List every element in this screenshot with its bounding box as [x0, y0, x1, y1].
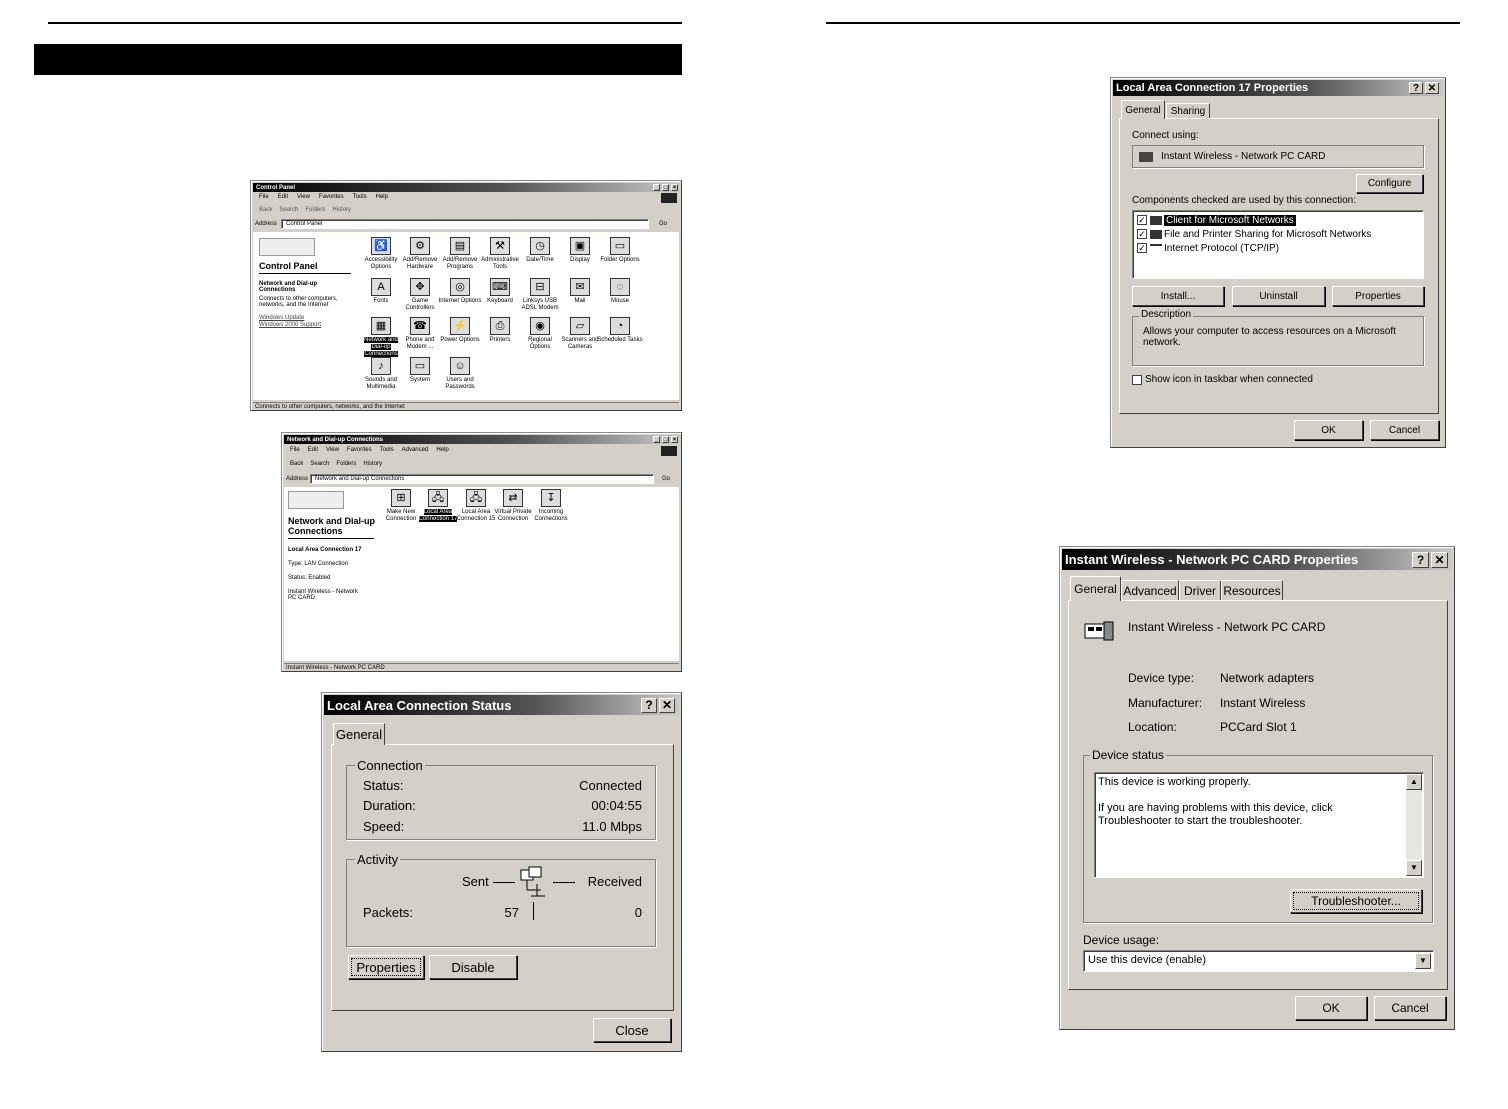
menu-advanced[interactable]: Advanced [401, 447, 429, 453]
tab-resources[interactable]: Resources [1221, 580, 1283, 601]
protocol-icon [1150, 244, 1162, 253]
cp-item-folder-options[interactable]: ▭ Folder Options [597, 237, 643, 264]
connection-group [346, 758, 656, 840]
cp-item-accessibility[interactable]: ♿ Accessibility Options [358, 237, 404, 271]
manufacturer-value: Instant Wireless [1220, 696, 1306, 710]
cp-item-admin-tools[interactable]: ⚒ Administrative Tools [477, 237, 523, 271]
status-titlebar [324, 695, 679, 715]
help-button[interactable]: ? [641, 698, 657, 713]
client-network-icon [1150, 216, 1162, 225]
connection-group-label: Connection [357, 758, 423, 773]
cp-item-system[interactable]: ▭ System [397, 357, 443, 384]
activity-group-label: Activity [357, 852, 399, 867]
cp-item-regional[interactable]: ◉ Regional Options [517, 317, 563, 351]
globe-icon: ◉ [530, 317, 550, 335]
history-button[interactable]: History [363, 461, 383, 467]
component-file-sharing[interactable]: ✓ File and Printer Sharing for Microsoft Networks [1138, 228, 1372, 240]
minimize-button[interactable]: _ [654, 436, 659, 443]
description-text: Allows your computer to access resources on a Microsoft network. [1143, 326, 1396, 348]
back-button[interactable]: Back [290, 461, 304, 467]
activity-group [346, 852, 656, 947]
search-button[interactable]: Search [310, 461, 330, 467]
menu-favorites[interactable]: Favorites [318, 194, 344, 200]
cp-item-phone-modem[interactable]: ☎ Phone and Modem ... [397, 317, 443, 351]
device-type-value: Network adapters [1220, 671, 1315, 685]
menu-view[interactable]: View [297, 194, 310, 200]
description-label: Description [1141, 309, 1192, 320]
cp-item-display[interactable]: ▣ Display [557, 237, 603, 264]
status-bar [253, 402, 679, 410]
network-card-icon [1139, 152, 1153, 162]
cp-item-printers[interactable]: ⎙ Printers [477, 317, 523, 344]
close-button[interactable]: × [672, 436, 677, 443]
close-button[interactable]: ✕ [1431, 552, 1448, 568]
keyboard-icon: ⌨ [490, 278, 510, 296]
menu-help[interactable]: Help [375, 194, 388, 200]
menu-tools[interactable]: Tools [379, 447, 394, 453]
detail-status: Status: Enabled [288, 575, 331, 581]
ok-button[interactable]: OK [1295, 996, 1367, 1020]
new-connection-icon: ⊞ [391, 489, 411, 507]
windows-logo-icon [661, 193, 677, 203]
file-sharing-icon [1150, 230, 1162, 239]
cp-item-keyboard[interactable]: ⌨ Keyboard [477, 278, 523, 305]
description-group [1132, 309, 1424, 366]
card-dialog-title: Instant Wireless - Network PC CARD Properties [1065, 552, 1359, 567]
clock-icon: ◷ [530, 237, 550, 255]
location-value: PCCard Slot 1 [1220, 720, 1297, 734]
card-titlebar [1062, 549, 1452, 570]
cancel-button[interactable]: Cancel [1374, 996, 1446, 1020]
status-bar [284, 663, 679, 671]
connect-using-label: Connect using: [1132, 130, 1199, 141]
ok-button[interactable]: OK [1294, 420, 1363, 440]
chevron-down-icon[interactable]: ▼ [1415, 953, 1431, 969]
menu-file[interactable]: File [259, 194, 269, 200]
close-button[interactable]: × [672, 184, 677, 191]
properties-button[interactable]: Properties [348, 955, 424, 979]
side-heading: Network and Dial-up Connections [259, 281, 318, 293]
cp-item-fonts[interactable]: A Fonts [358, 278, 404, 305]
properties-dialog [1110, 77, 1446, 448]
close-dialog-button[interactable]: Close [593, 1018, 671, 1042]
tab-general[interactable]: General [1121, 100, 1165, 119]
netconn-titlebar [284, 435, 679, 444]
component-tcpip-checkbox[interactable]: ✓ [1138, 243, 1146, 253]
menu-file[interactable]: File [290, 447, 300, 453]
side-title: Control Panel [259, 261, 318, 271]
properties-titlebar [1113, 80, 1443, 96]
history-button[interactable]: History [332, 207, 352, 213]
packets-sent-value: 57 [504, 905, 519, 920]
mail-icon: ✉ [570, 278, 590, 296]
printer-icon: ⎙ [490, 317, 510, 335]
status-text: Instant Wireless - Network PC CARD [286, 665, 385, 671]
menu-tools[interactable]: Tools [352, 194, 367, 200]
modem-icon: ⊟ [530, 278, 550, 296]
tab-general[interactable]: General [1070, 576, 1121, 601]
cp-item-add-hardware[interactable]: ⚙ Add/Remove Hardware [397, 237, 443, 271]
cp-item-mouse[interactable]: ◌ Mouse [597, 278, 643, 305]
duration-value: 00:04:55 [591, 798, 642, 813]
troubleshooter-button[interactable]: Troubleshooter... [1290, 889, 1422, 913]
cp-item-internet-options[interactable]: ◎ Internet Options [437, 278, 483, 305]
help-button[interactable]: ? [1412, 552, 1429, 568]
scheduled-tasks-icon: ◔ [610, 317, 630, 335]
phone-icon: ☎ [410, 317, 430, 335]
scroll-up-icon[interactable]: ▲ [1406, 774, 1422, 790]
side-title: Network and Dial-up Connections [288, 516, 376, 536]
cp-item-network-dialup[interactable]: ▦ Network and Dial-up Connections [358, 317, 404, 358]
received-label: Received [587, 874, 642, 889]
network-card-icon [1084, 621, 1114, 643]
incoming-icon: ↧ [541, 489, 561, 507]
menu-bar [290, 447, 449, 453]
programs-icon: ▤ [450, 237, 470, 255]
cp-item-game-controllers[interactable]: ✥ Game Controllers [397, 278, 443, 312]
cp-item-linksys-usb[interactable]: ⊟ Linksys USB ADSL Modem [517, 278, 563, 312]
go-button[interactable]: Go [662, 476, 671, 482]
show-icon-option[interactable]: Show icon in taskbar when connected [1132, 374, 1313, 385]
tab-general[interactable]: General [333, 723, 385, 745]
maximize-button[interactable]: □ [663, 184, 668, 191]
control-panel-title: Control Panel [256, 184, 296, 191]
component-client-checkbox[interactable]: ✓ [1138, 215, 1146, 225]
cancel-button[interactable]: Cancel [1370, 420, 1439, 440]
nc-item-lan-15[interactable]: 🖧 Local Area Connection 15 [453, 489, 499, 523]
address-label: Address [255, 221, 278, 227]
menu-view[interactable]: View [326, 447, 339, 453]
address-field[interactable]: Control Panel [281, 219, 649, 229]
folder-icon: ▭ [610, 237, 630, 255]
packets-label: Packets: [363, 905, 413, 920]
scroll-down-icon[interactable]: ▼ [1406, 860, 1422, 876]
accessibility-icon: ♿ [371, 237, 391, 255]
menu-help[interactable]: Help [436, 447, 449, 453]
device-status-group [1083, 748, 1433, 923]
address-label: Address [286, 476, 309, 482]
nc-item-make-new[interactable]: ⊞ Make New Connection [378, 489, 424, 523]
components-list[interactable] [1132, 210, 1424, 279]
tab-sharing[interactable]: Sharing [1166, 103, 1210, 119]
component-properties-button[interactable]: Properties [1332, 286, 1424, 306]
folders-button[interactable]: Folders [336, 461, 357, 467]
power-icon: ⚡ [450, 317, 470, 335]
status-text: Connects to other computers, networks, and the Internet [255, 404, 405, 410]
cp-item-add-programs[interactable]: ▤ Add/Remove Programs [437, 237, 483, 271]
admin-tools-icon: ⚒ [490, 237, 510, 255]
menu-bar [259, 194, 388, 200]
control-panel-window [250, 180, 682, 411]
toolbar [290, 461, 382, 467]
location-label: Location: [1128, 720, 1177, 734]
top-rule-right [826, 22, 1460, 24]
scrollbar[interactable] [1406, 774, 1422, 876]
cp-item-scanners[interactable]: ▱ Scanners and Cameras [557, 317, 603, 351]
adapter-field: Instant Wireless - Network PC CARD [1132, 145, 1424, 168]
nc-item-vpn[interactable]: ⇄ Virtual Private Connection [490, 489, 536, 523]
mouse-icon: ◌ [610, 278, 630, 296]
duration-label: Duration: [363, 798, 416, 813]
menu-edit[interactable]: Edit [277, 194, 289, 200]
close-button[interactable]: ✕ [659, 698, 675, 713]
netconn-title: Network and Dial-up Connections [287, 436, 384, 443]
toolbar [259, 207, 351, 213]
cp-item-power-options[interactable]: ⚡ Power Options [437, 317, 483, 344]
nc-item-incoming[interactable]: ↧ Incoming Connections [528, 489, 574, 523]
manufacturer-label: Manufacturer: [1128, 696, 1203, 710]
network-folder-icon: ▦ [371, 317, 391, 335]
detail-device: Instant Wireless - Network PC CARD [288, 589, 359, 601]
packets-received-value: 0 [634, 905, 642, 920]
network-computer-icon: 🖧 [428, 489, 448, 507]
display-icon: ▣ [570, 237, 590, 255]
device-type-label: Device type: [1128, 671, 1195, 685]
network-big-icon [288, 491, 344, 509]
tab-advanced[interactable]: Advanced [1121, 580, 1179, 601]
scanner-icon: ▱ [570, 317, 590, 335]
component-file-sharing-checkbox[interactable]: ✓ [1138, 229, 1146, 239]
joystick-icon: ✥ [410, 278, 430, 296]
speed-value: 11.0 Mbps [582, 819, 642, 834]
folders-button[interactable]: Folders [305, 207, 326, 213]
users-icon: ☺ [450, 357, 470, 375]
close-button[interactable]: ✕ [1425, 82, 1439, 94]
menu-edit[interactable]: Edit [307, 447, 319, 453]
back-button[interactable]: Back [259, 207, 273, 213]
cp-item-datetime[interactable]: ◷ Date/Time [517, 237, 563, 264]
device-status-text-box[interactable] [1094, 772, 1424, 878]
network-activity-icon [519, 866, 543, 896]
status-dialog-title: Local Area Connection Status [327, 697, 512, 713]
computer-icon: ▭ [410, 357, 430, 375]
fonts-icon: A [371, 278, 391, 296]
maximize-button[interactable]: □ [663, 436, 668, 443]
status-label: Status: [363, 778, 404, 793]
show-icon-checkbox[interactable] [1132, 375, 1142, 385]
detail-name: Local Area Connection 17 [288, 547, 362, 553]
device-usage-label: Device usage: [1083, 933, 1160, 947]
cp-item-mail[interactable]: ✉ Mail [557, 278, 603, 305]
device-name: Instant Wireless - Network PC CARD [1128, 620, 1326, 634]
cp-item-scheduled-tasks[interactable]: ◔ Scheduled Tasks [597, 317, 643, 344]
install-button[interactable]: Install... [1132, 286, 1224, 306]
properties-dialog-title: Local Area Connection 17 Properties [1116, 82, 1309, 94]
minimize-button[interactable]: _ [654, 184, 659, 191]
cp-item-users[interactable]: ☺ Users and Passwords [437, 357, 483, 391]
hardware-icon: ⚙ [410, 237, 430, 255]
status-value: Connected [579, 778, 642, 793]
status-line-1: This device is working properly. [1098, 776, 1251, 788]
device-status-label: Device status [1092, 748, 1165, 762]
configure-button[interactable]: Configure [1356, 174, 1423, 193]
disable-button[interactable]: Disable [429, 955, 517, 979]
nc-item-lan-17[interactable]: 🖧 Local Area Connection 17 [415, 489, 461, 523]
component-tcpip[interactable]: ✓ Internet Protocol (TCP/IP) [1138, 242, 1280, 254]
search-button[interactable]: Search [279, 207, 299, 213]
network-computer-icon: 🖧 [466, 489, 486, 507]
go-button[interactable]: Go [659, 221, 668, 227]
windows-logo-icon [661, 446, 677, 456]
vpn-icon: ⇄ [503, 489, 523, 507]
status-dialog [321, 692, 682, 1052]
components-label: Components checked are used by this connection: [1132, 195, 1357, 206]
help-button[interactable]: ? [1409, 82, 1423, 94]
component-client[interactable]: ✓ Client for Microsoft Networks [1138, 214, 1294, 226]
sent-label: Sent [462, 874, 489, 889]
speed-label: Speed: [363, 819, 405, 834]
top-rule-left [48, 22, 682, 24]
tab-driver[interactable]: Driver [1179, 580, 1221, 601]
section-header-bar [34, 44, 682, 75]
globe-icon: ◎ [450, 278, 470, 296]
control-panel-titlebar [253, 183, 679, 192]
detail-type: Type: LAN Connection [288, 561, 349, 567]
cp-item-sounds[interactable]: ♪ Sounds and Multimedia [358, 357, 404, 391]
status-line-2: If you are having problems with this device, click Troubleshooter to start the troubleshooter. [1098, 802, 1333, 827]
uninstall-button[interactable]: Uninstall [1232, 286, 1325, 306]
netconn-window [281, 432, 682, 672]
link-windows-update[interactable]: Windows Update [259, 315, 305, 321]
control-panel-big-icon [259, 238, 315, 256]
link-windows-support[interactable]: Windows 2000 Support [259, 322, 322, 328]
device-usage-select[interactable]: Use this device (enable) ▼ [1083, 950, 1434, 972]
side-description: Connects to other computers, networks, and the Internet [259, 296, 338, 308]
address-field[interactable]: Network and Dial-up Connections [310, 474, 654, 484]
menu-favorites[interactable]: Favorites [346, 447, 372, 453]
card-dialog [1059, 546, 1455, 1030]
speaker-icon: ♪ [371, 357, 391, 375]
